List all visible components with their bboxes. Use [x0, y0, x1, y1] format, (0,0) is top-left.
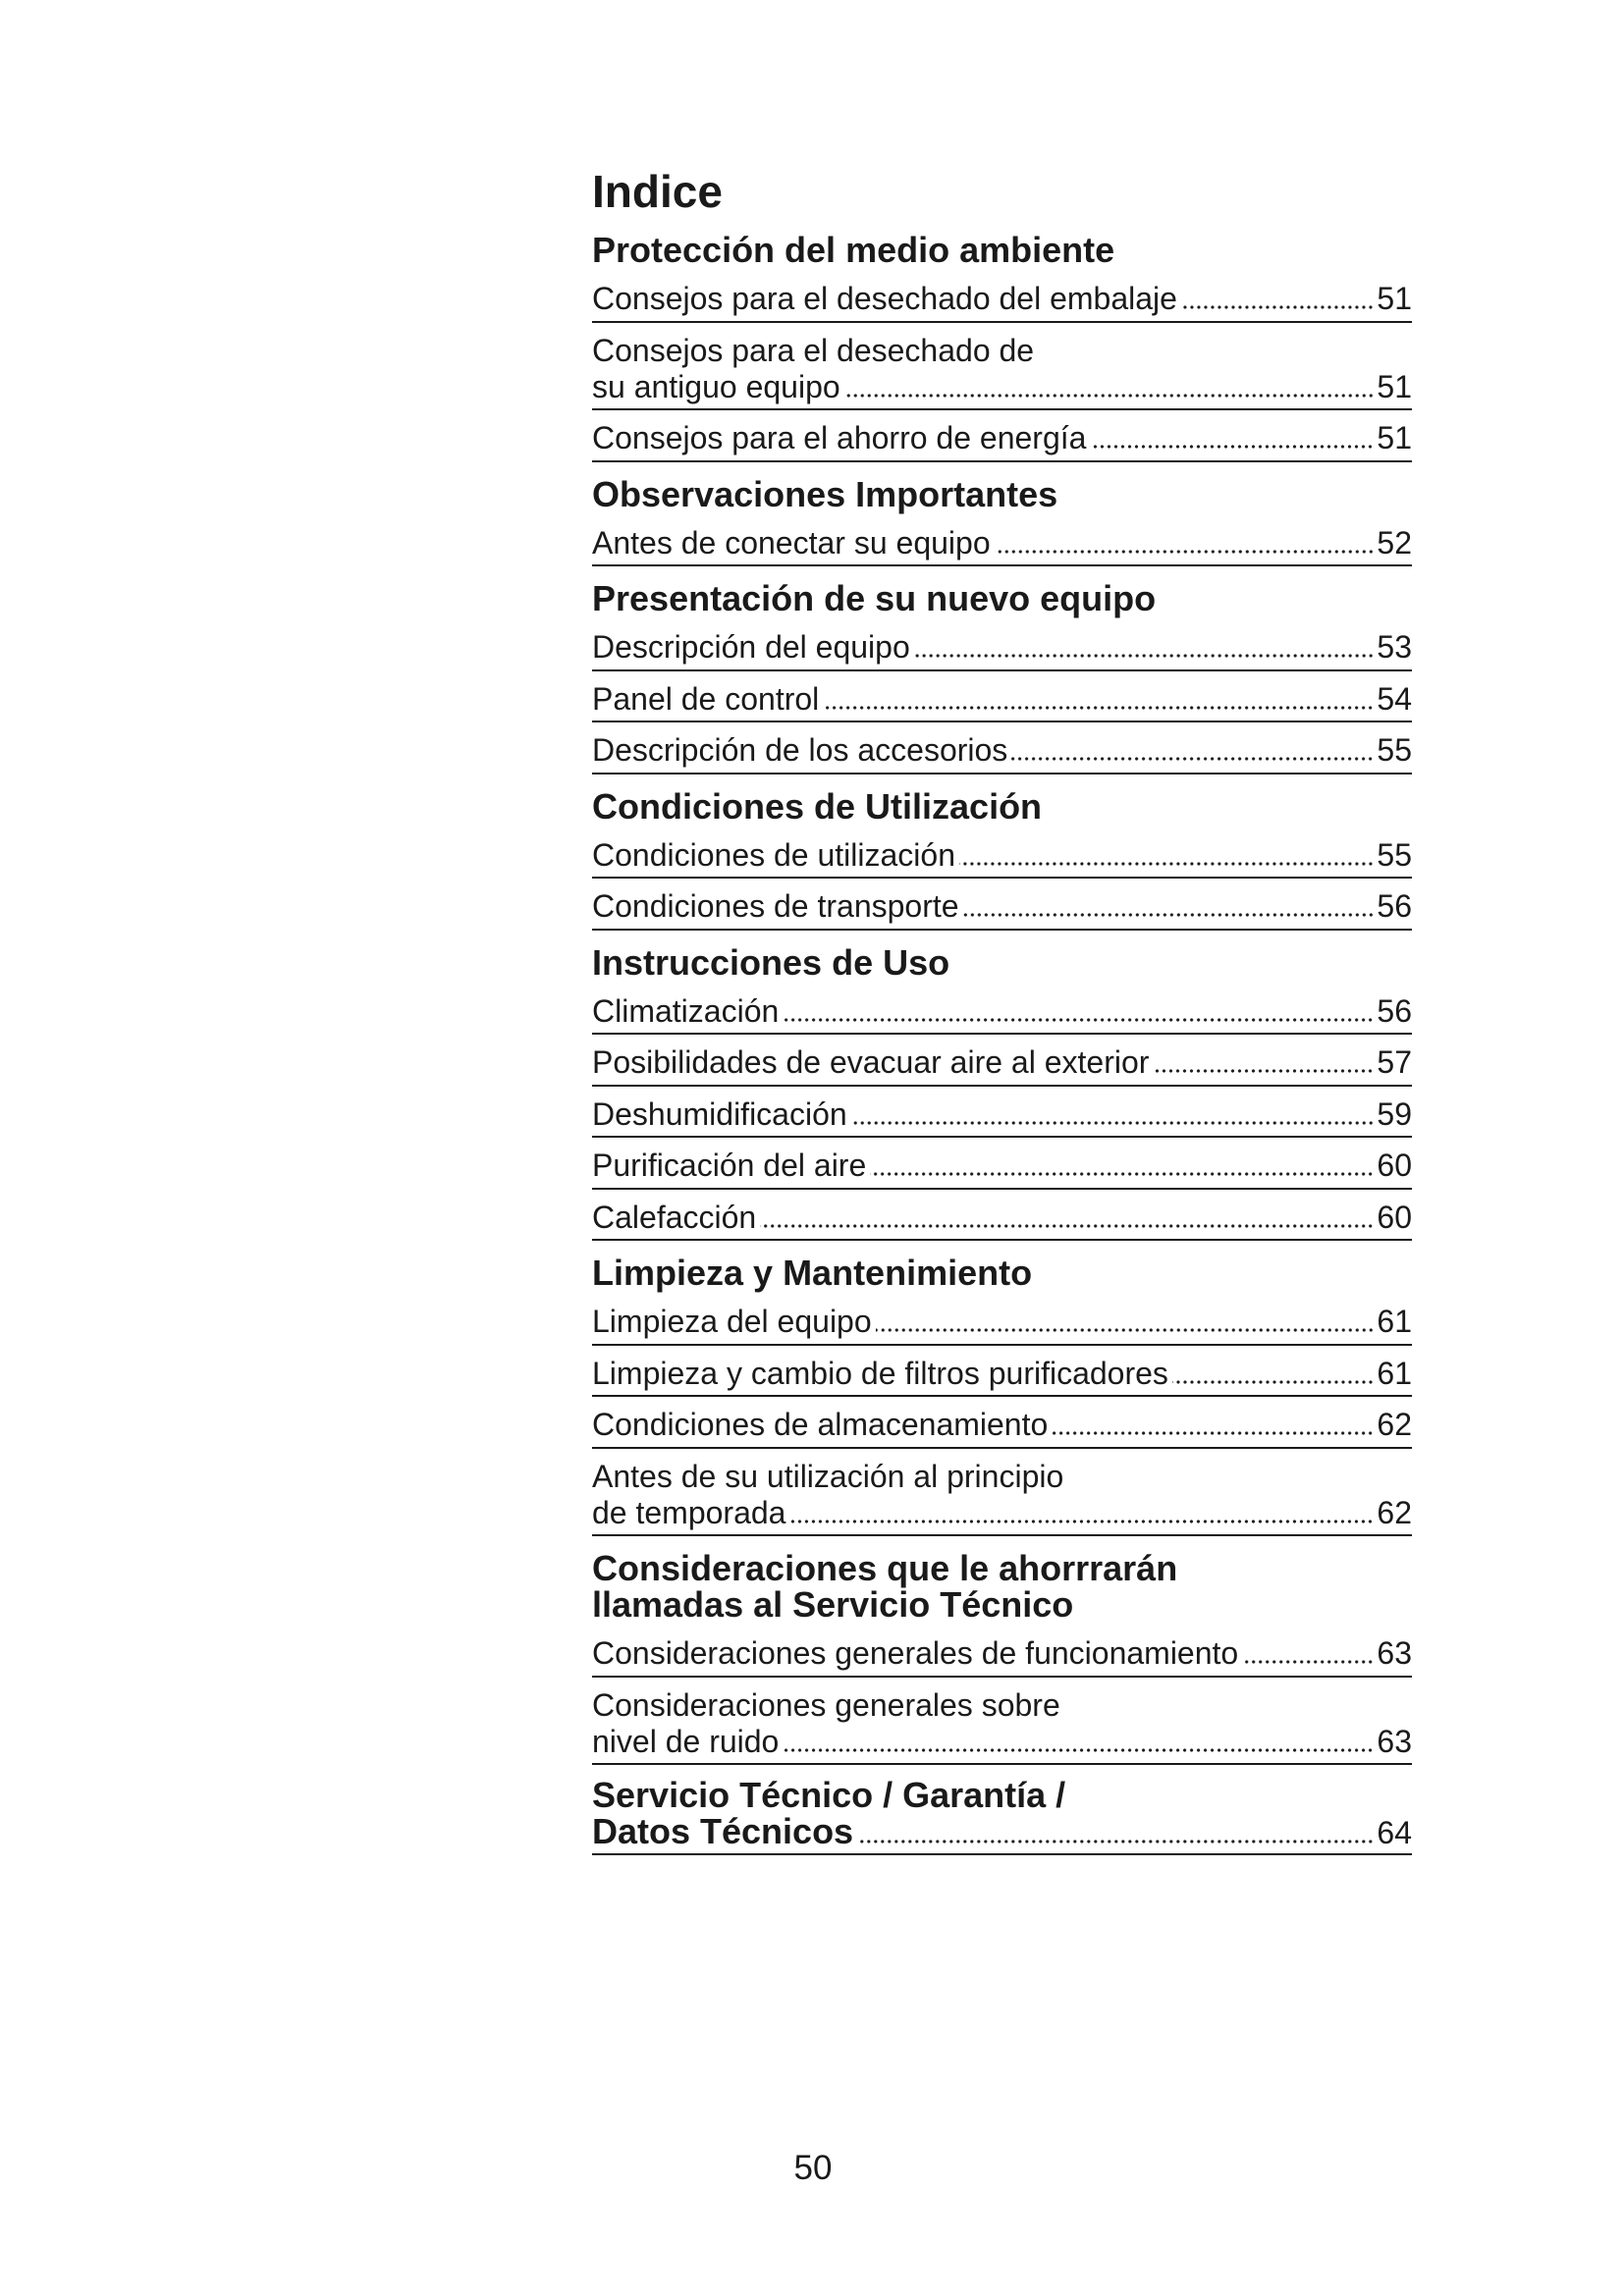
- dot-leader: [914, 654, 1375, 658]
- entry-title-line: Antes de su utilización al principio: [592, 1458, 1064, 1494]
- section-heading: [592, 1536, 1412, 1626]
- entry-row: [592, 1724, 1412, 1760]
- section-heading-text: Servicio Técnico / Garantía /: [592, 1775, 1066, 1815]
- section-heading: [592, 774, 1412, 828]
- entry-title: Condiciones de almacenamiento: [592, 1407, 1049, 1442]
- entry-row: [592, 1356, 1412, 1392]
- dot-leader: [823, 706, 1374, 710]
- entry-page-number: 55: [1377, 836, 1412, 873]
- dot-leader: [783, 1748, 1374, 1752]
- toc-entry: [592, 410, 1412, 462]
- dot-leader: [1052, 1431, 1374, 1435]
- toc-section-consideraciones: [592, 1536, 1412, 1765]
- entry-row: [592, 1044, 1412, 1081]
- section-heading-text: Condiciones de Utilización: [592, 785, 1043, 827]
- entry-row: [592, 732, 1412, 769]
- dot-leader: [1172, 1380, 1374, 1384]
- section-heading-text: Instrucciones de Uso: [592, 941, 950, 983]
- entry-row: [592, 420, 1412, 456]
- section-heading: [592, 931, 1412, 984]
- toc-entry: [592, 515, 1412, 567]
- dot-leader: [857, 1840, 1374, 1843]
- entry-title: Antes de conectar su equipo: [592, 524, 991, 561]
- section-heading-text: Limpieza y Mantenimiento: [592, 1253, 1033, 1293]
- dot-leader: [760, 1224, 1374, 1228]
- dot-leader: [1242, 1660, 1374, 1664]
- entry-page-number: 56: [1377, 888, 1412, 924]
- entry-row: [592, 1096, 1412, 1133]
- toc-entry: [592, 1087, 1412, 1139]
- toc-entry: [592, 1035, 1412, 1087]
- entry-title: Descripción del equipo: [592, 629, 910, 665]
- toc-section-instrucciones-uso: [592, 931, 1412, 1242]
- table-of-contents: [592, 167, 1412, 1855]
- toc-section-condiciones-utilizacion: [592, 774, 1412, 931]
- toc-section-presentacion: [592, 566, 1412, 774]
- entry-title: nivel de ruido: [592, 1723, 780, 1759]
- entry-page-number: 63: [1377, 1635, 1412, 1671]
- toc-section-limpieza-mantenimiento: [592, 1241, 1412, 1536]
- entry-row: [592, 525, 1412, 561]
- toc-section-servicio-tecnico: [592, 1765, 1412, 1855]
- entry-page-number: 61: [1377, 1304, 1412, 1339]
- entry-row: [592, 369, 1412, 405]
- entry-page-number: 61: [1377, 1355, 1412, 1391]
- entry-page-number: 57: [1377, 1044, 1412, 1080]
- entry-page-number: 62: [1377, 1494, 1412, 1530]
- entry-page-number: 53: [1377, 629, 1412, 665]
- entry-page-number: 64: [1377, 1815, 1412, 1850]
- toc-entry: [592, 1449, 1412, 1537]
- entry-title: Calefacción: [592, 1199, 757, 1235]
- toc-title: Indice: [592, 166, 723, 217]
- section-heading: [592, 218, 1412, 271]
- toc-entry: [592, 879, 1412, 931]
- entry-row: [592, 281, 1412, 317]
- entry-title: Limpieza y cambio de filtros purificadores: [592, 1355, 1168, 1391]
- dot-leader: [1153, 1069, 1374, 1073]
- section-heading-text: Protección del medio ambiente: [592, 230, 1115, 270]
- entry-page-number: 54: [1377, 680, 1412, 717]
- entry-row: [592, 1813, 1412, 1849]
- dot-leader: [963, 913, 1375, 917]
- entry-page-number: 56: [1377, 992, 1412, 1029]
- entry-title: Purificación del aire: [592, 1148, 867, 1183]
- dot-leader: [870, 1172, 1374, 1176]
- dot-leader: [789, 1520, 1374, 1523]
- section-heading-text: llamadas al Servicio Técnico: [592, 1584, 1074, 1625]
- entry-row: [592, 1148, 1412, 1184]
- section-heading-text: Observaciones Importantes: [592, 473, 1058, 514]
- dot-leader: [995, 550, 1375, 554]
- dot-leader: [844, 394, 1375, 398]
- entry-row: [592, 1200, 1412, 1236]
- page-number: 50: [793, 2149, 833, 2187]
- toc-entry: [592, 1678, 1412, 1766]
- entry-title: su antiguo equipo: [592, 368, 840, 404]
- entry-title: Deshumidificación: [592, 1095, 847, 1132]
- entry-page-number: 51: [1377, 420, 1412, 455]
- dot-leader: [1011, 757, 1374, 761]
- entry-title-line: Consejos para el desechado de: [592, 332, 1035, 368]
- toc-entry: [592, 323, 1412, 411]
- entry-page-number: 60: [1377, 1199, 1412, 1235]
- dot-leader: [876, 1328, 1375, 1332]
- toc-entry: [592, 828, 1412, 880]
- entry-page-number: 63: [1377, 1723, 1412, 1759]
- toc-entry: [592, 1294, 1412, 1346]
- dot-leader: [1090, 445, 1374, 449]
- entry-row: [592, 837, 1412, 874]
- entry-page-number: 59: [1377, 1095, 1412, 1132]
- toc-entry: [592, 1190, 1412, 1242]
- toc-entry: [592, 984, 1412, 1036]
- entry-page-number: 52: [1377, 524, 1412, 561]
- toc-section-observaciones-importantes: [592, 462, 1412, 567]
- section-heading-text: Presentación de su nuevo equipo: [592, 578, 1157, 618]
- entry-title: Climatización: [592, 992, 780, 1029]
- entry-title: Panel de control: [592, 680, 820, 717]
- entry-row: [592, 1635, 1412, 1672]
- toc-entry: [592, 1138, 1412, 1190]
- entry-page-number: 60: [1377, 1148, 1412, 1183]
- entry-page-number: 51: [1377, 281, 1412, 316]
- entry-title: Consejos para el ahorro de energía: [592, 420, 1087, 455]
- entry-page-number: 62: [1377, 1407, 1412, 1442]
- entry-page-number: 55: [1377, 732, 1412, 768]
- entry-title: Posibilidades de evacuar aire al exterior: [592, 1044, 1150, 1080]
- entry-title: Limpieza del equipo: [592, 1304, 872, 1339]
- entry-row: [592, 629, 1412, 666]
- entry-row: [592, 1495, 1412, 1531]
- entry-title-line: Consideraciones generales sobre: [592, 1686, 1060, 1723]
- toc-entry: [592, 1397, 1412, 1449]
- section-heading: [592, 566, 1412, 619]
- entry-row: [592, 888, 1412, 925]
- toc-entry: [592, 1346, 1412, 1398]
- entry-row: [592, 681, 1412, 718]
- toc-entry: [592, 722, 1412, 774]
- section-heading-text: Consideraciones que le ahorrrarán: [592, 1548, 1178, 1588]
- section-heading: [592, 462, 1412, 515]
- toc-entry: [592, 671, 1412, 723]
- dot-leader: [1181, 305, 1374, 309]
- dot-leader: [783, 1018, 1374, 1022]
- dot-leader: [851, 1121, 1375, 1125]
- toc-entry: [592, 271, 1412, 323]
- toc-entry: [592, 619, 1412, 671]
- entry-title: de temporada: [592, 1494, 786, 1530]
- entry-title: Descripción de los accesorios: [592, 732, 1008, 768]
- toc-entry: [592, 1626, 1412, 1678]
- dot-leader: [959, 862, 1374, 866]
- entry-title: Condiciones de utilización: [592, 836, 955, 873]
- entry-row: [592, 1304, 1412, 1340]
- section-heading: [592, 1241, 1412, 1294]
- entry-row: [592, 1407, 1412, 1443]
- entry-title: Consejos para el desechado del embalaje: [592, 281, 1177, 316]
- entry-title: Consideraciones generales de funcionamiento: [592, 1635, 1239, 1671]
- entry-page-number: 51: [1377, 368, 1412, 404]
- entry-row: [592, 993, 1412, 1030]
- entry-title: Condiciones de transporte: [592, 888, 959, 924]
- toc-section-proteccion-medio-ambiente: [592, 218, 1412, 462]
- section-heading-text: Datos Técnicos: [592, 1811, 854, 1851]
